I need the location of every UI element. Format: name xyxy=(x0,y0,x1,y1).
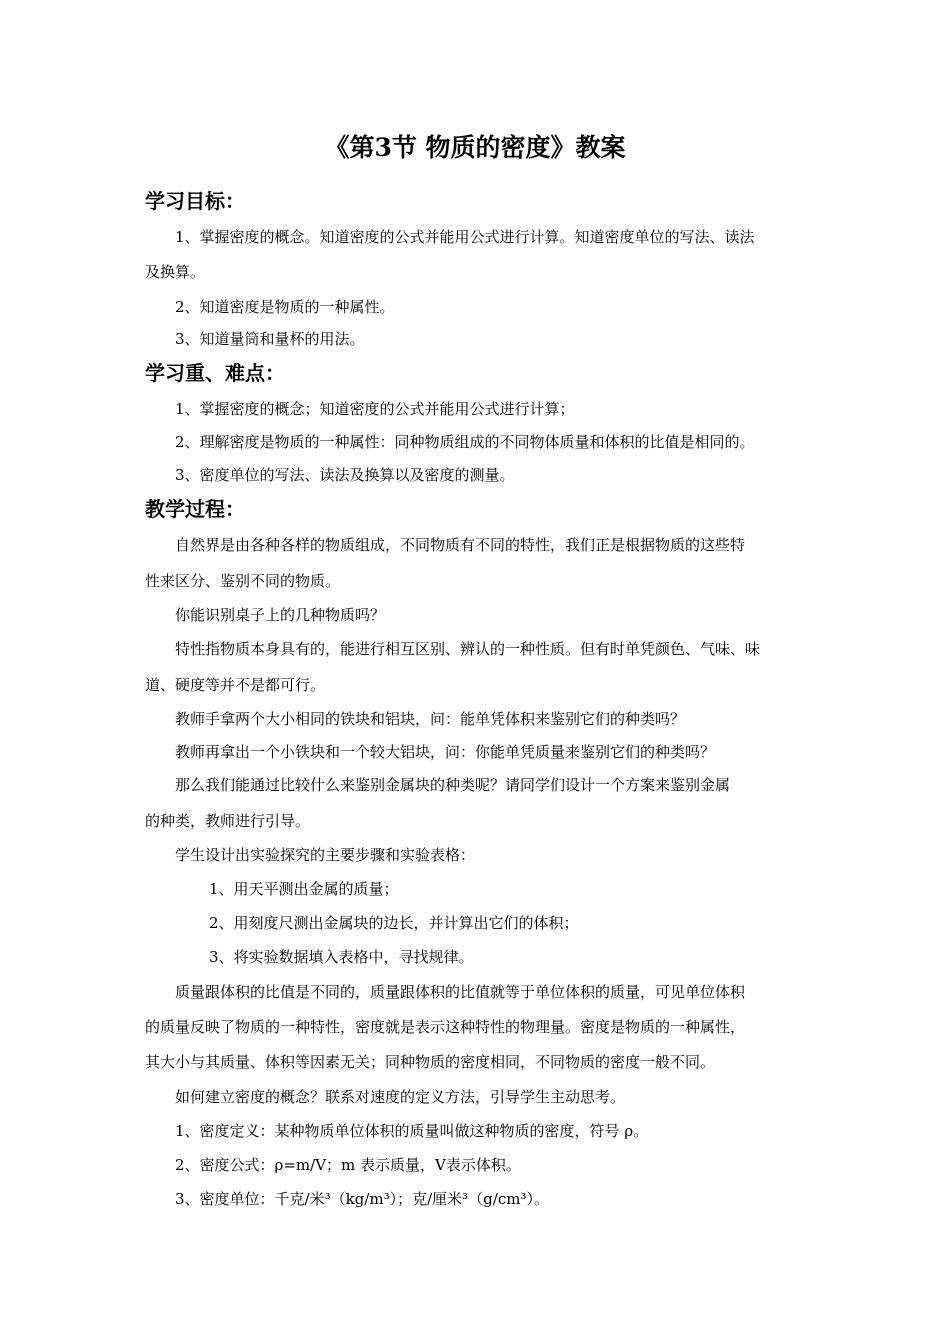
process-para-8-line1: 质量跟体积的比值是不同的，质量跟体积的比值就等于单位体积的质量，可见单位体积 xyxy=(175,983,746,1001)
process-step-3-text: 3、将实验数据填入表格中，寻找规律。 xyxy=(209,948,474,966)
goals-item-3-text: 3、知道量筒和量杯的用法。 xyxy=(175,330,365,348)
process-heading: 教学过程： xyxy=(145,497,245,521)
goals-item-2 xyxy=(145,290,810,324)
process-para-8 xyxy=(145,975,810,1009)
process-para-8-line2: 的质量反映了物质的一种特性，密度就是表示这种特性的物理量。密度是物质的一种属性， xyxy=(145,1018,746,1036)
process-para-2 xyxy=(145,598,810,632)
density-unit xyxy=(145,1182,810,1216)
goals-item-1-line1: 1、掌握密度的概念。知道密度的公式并能用公式进行计算。知道密度单位的写法、读法 xyxy=(175,228,755,246)
process-step-3 xyxy=(145,940,810,974)
key-points-item-3-text: 3、密度单位的写法、读法及换算以及密度的测量。 xyxy=(175,466,515,484)
process-para-9 xyxy=(145,1080,810,1114)
key-points-item-1 xyxy=(145,392,810,426)
process-para-7-text: 学生设计出实验探究的主要步骤和实验表格： xyxy=(175,846,476,864)
goals-item-1 xyxy=(145,220,810,254)
process-para-3-line2: 道、硬度等并不是都可行。 xyxy=(145,676,326,694)
process-para-3-line1: 特性指物质本身具有的，能进行相互区别、辨认的一种性质。但有时单凭颜色、气味、味 xyxy=(175,640,761,658)
document-title: 《第3节 物质的密度》教案 xyxy=(324,133,626,162)
process-para-7 xyxy=(145,838,810,872)
process-para-9-text: 如何建立密度的概念？联系对速度的定义方法，引导学生主动思考。 xyxy=(175,1088,626,1106)
goals-item-1-line2: 及换算。 xyxy=(145,263,206,281)
process-para-8-line3: 其大小与其质量、体积等因素无关；同种物质的密度相同，不同物质的密度一般不同。 xyxy=(145,1053,716,1071)
density-definition xyxy=(145,1114,810,1148)
process-para-6-line1: 那么我们能通过比较什么来鉴别金属块的种类呢？请同学们设计一个方案来鉴别金属 xyxy=(175,776,731,794)
process-step-2 xyxy=(145,906,810,940)
key-points-item-2 xyxy=(145,425,810,459)
density-definition-text: 1、密度定义：某种物质单位体积的质量叫做这种物质的密度，符号 ρ。 xyxy=(175,1122,649,1140)
density-formula-text: 2、密度公式：ρ=m/V；m 表示质量，V表示体积。 xyxy=(175,1156,521,1174)
process-step-1-text: 1、用天平测出金属的质量； xyxy=(209,880,399,898)
process-step-1 xyxy=(145,872,810,906)
goals-heading: 学习目标： xyxy=(145,189,245,213)
process-para-5 xyxy=(145,735,810,769)
process-step-2-text: 2、用刻度尺测出金属块的边长，并计算出它们的体积； xyxy=(209,914,579,932)
density-unit-text: 3、密度单位：千克/米³（kg/m³）；克/厘米³（g/cm³）。 xyxy=(175,1190,549,1208)
key-points-heading: 学习重、难点： xyxy=(145,361,285,385)
process-para-6-line2: 的种类，教师进行引导。 xyxy=(145,812,311,830)
key-points-item-1-text: 1、掌握密度的概念；知道密度的公式并能用公式进行计算； xyxy=(175,400,575,418)
key-points-item-2-text: 2、理解密度是物质的一种属性：同种物质组成的不同物体质量和体积的比值是相同的。 xyxy=(175,433,755,451)
process-para-2-text: 你能识别桌子上的几种物质吗？ xyxy=(175,606,386,624)
key-points-item-3 xyxy=(145,458,810,492)
process-para-1-line2: 性来区分、鉴别不同的物质。 xyxy=(145,572,341,590)
process-para-6 xyxy=(145,768,810,802)
density-formula xyxy=(145,1148,810,1182)
process-para-1-line1: 自然界是由各种各样的物质组成，不同物质有不同的特性，我们正是根据物质的这些特 xyxy=(175,536,746,554)
goals-item-3 xyxy=(145,322,810,356)
process-para-4-text: 教师手拿两个大小相同的铁块和铝块，问：能单凭体积来鉴别它们的种类吗？ xyxy=(175,710,686,728)
process-para-3 xyxy=(145,632,810,666)
process-para-5-text: 教师再拿出一个小铁块和一个较大铝块，问：你能单凭质量来鉴别它们的种类吗？ xyxy=(175,743,716,761)
process-para-1 xyxy=(145,528,810,562)
goals-item-2-text: 2、知道密度是物质的一种属性。 xyxy=(175,298,395,316)
process-para-4 xyxy=(145,702,810,736)
